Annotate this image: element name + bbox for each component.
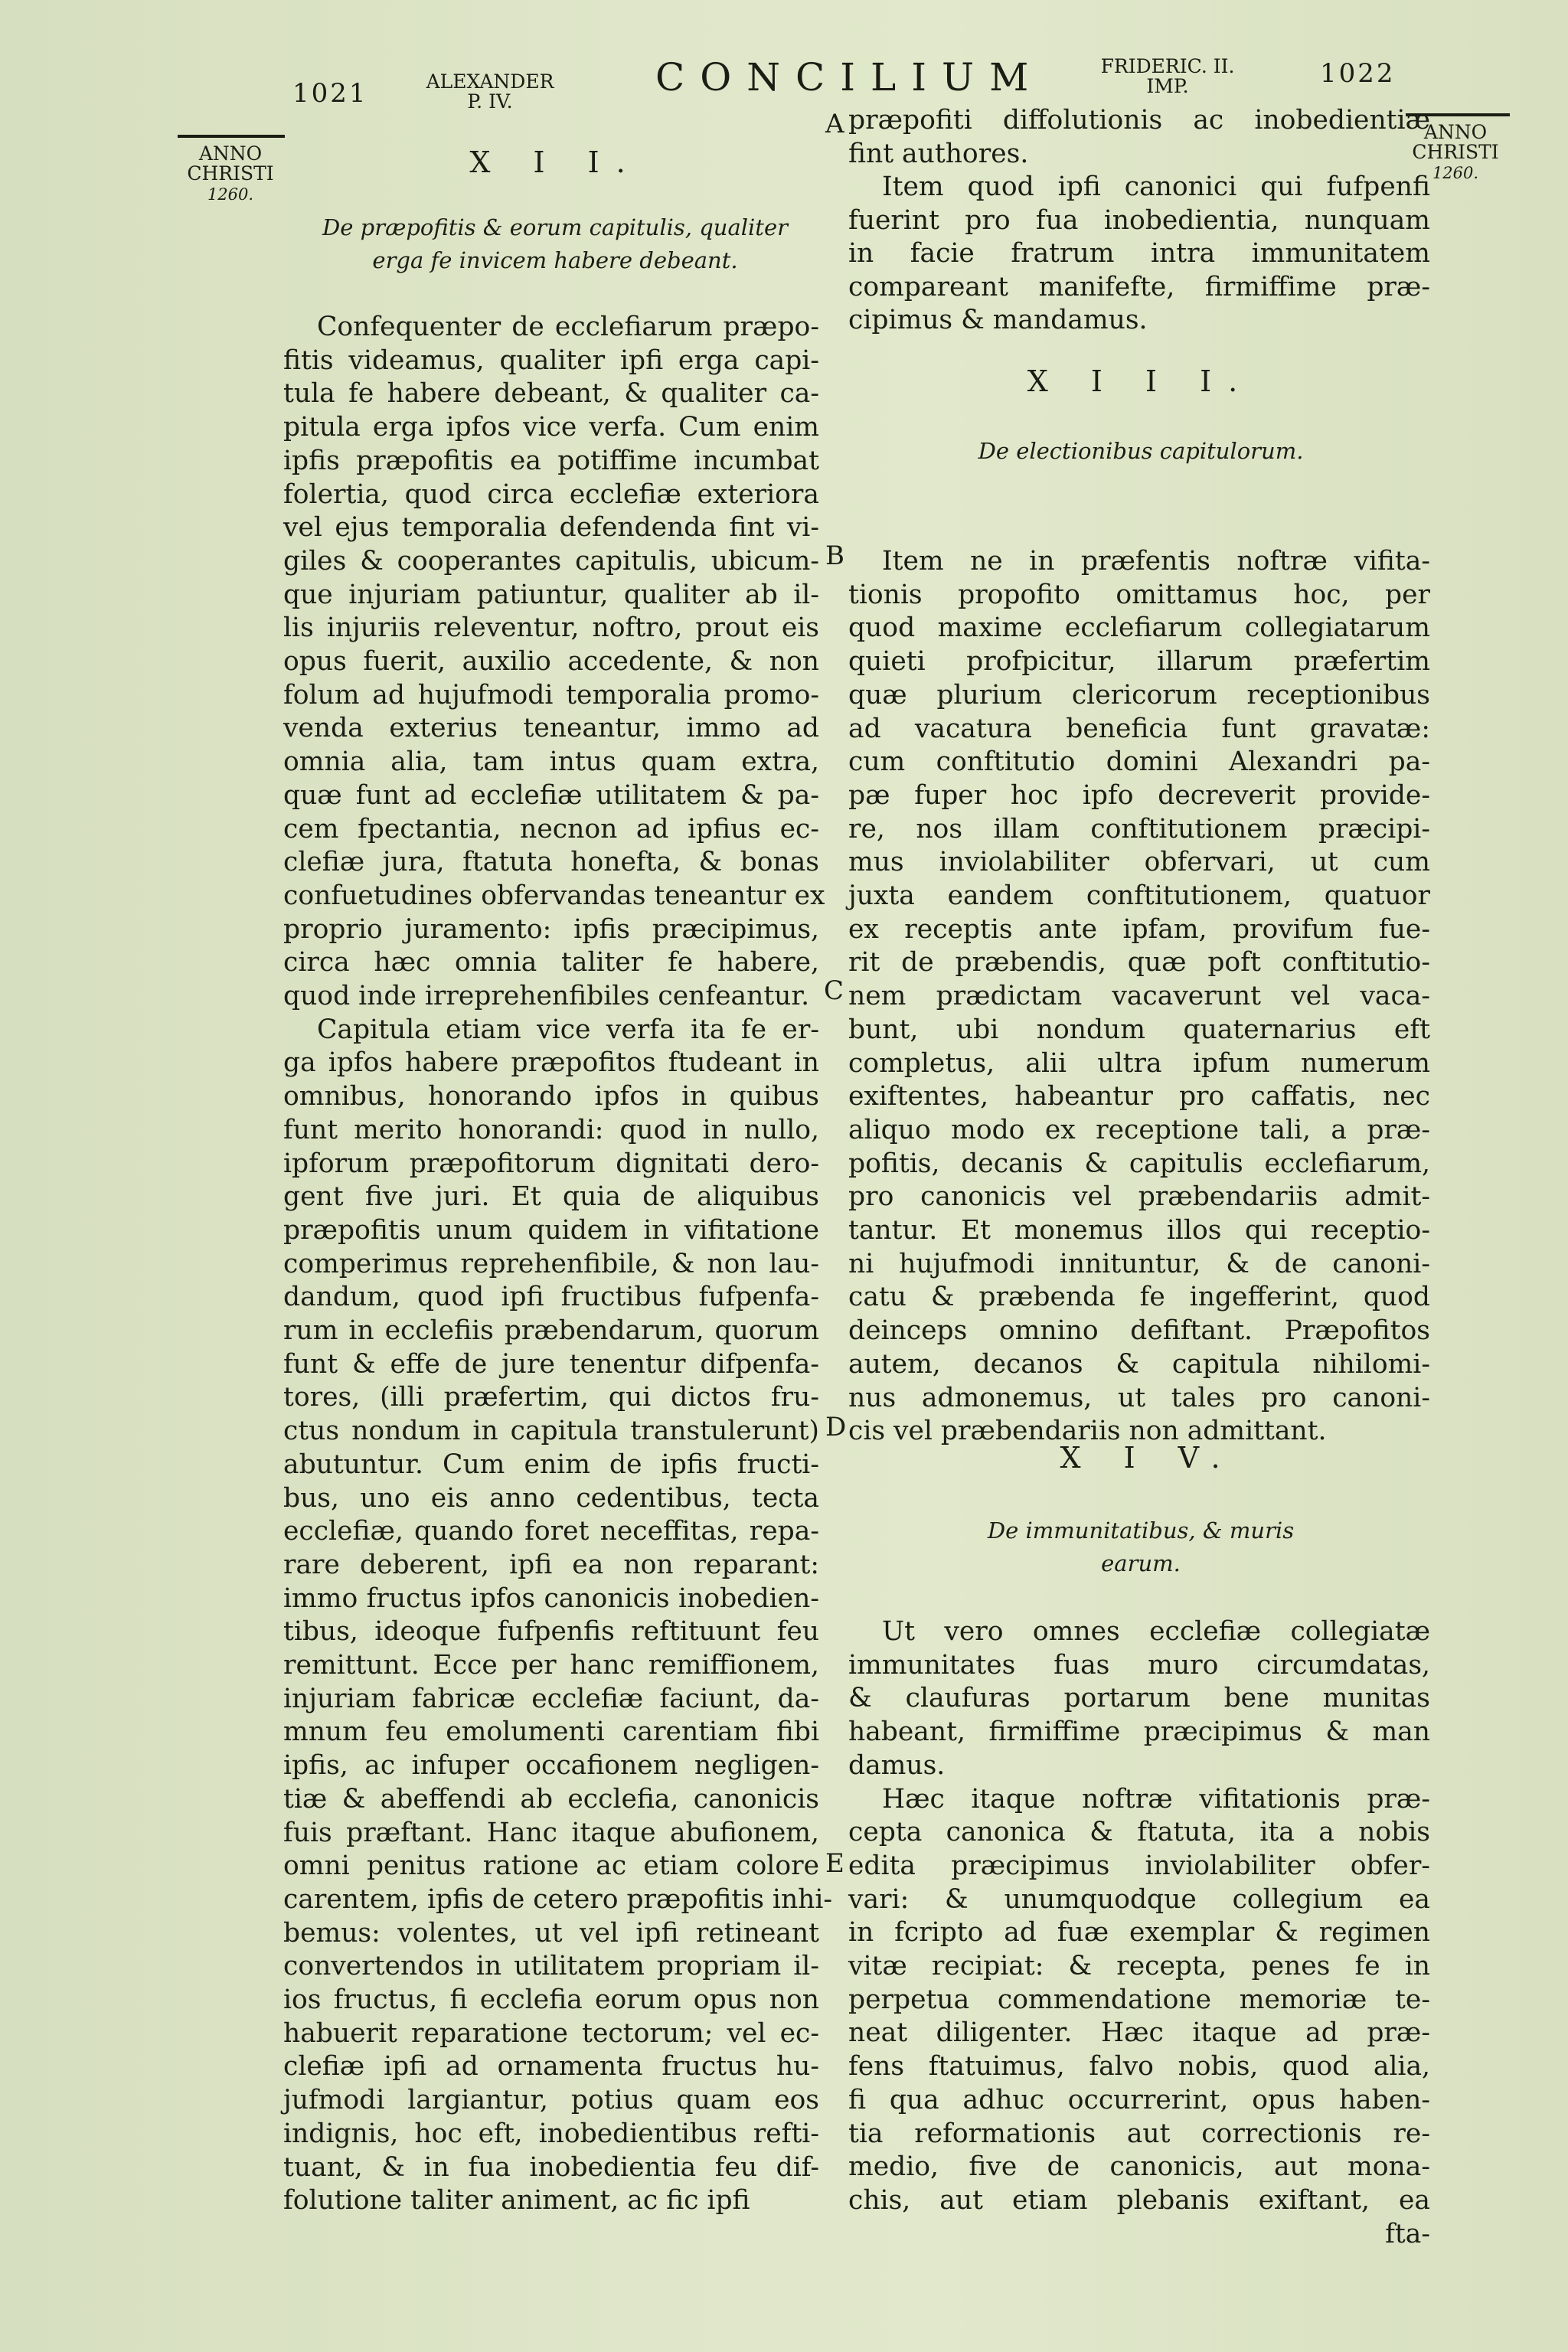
text-line: quæ plurium clericorum receptionibus (848, 679, 1430, 710)
text-line: quieti profpicitur, illarum præfertim (848, 646, 1430, 678)
text-line: circa hæc omnia taliter fe habere, (283, 947, 819, 978)
text-line: giles & cooperantes capitulis, ubicum- (283, 545, 819, 577)
text-line: perpetua commendatione memoriæ te- (848, 1984, 1430, 2015)
text-line: ecclefiæ, quando foret neceffitas, repa- (283, 1516, 819, 1547)
section-12-number: X I I. (469, 145, 642, 179)
text-line: tantur. Et monemus illos qui receptio- (848, 1215, 1430, 1246)
text-line: pæ fuper hoc ipfo decreverit provide- (848, 779, 1430, 811)
text-line: præpofiti diffolutionis ac inobedientiæ (848, 105, 1430, 136)
page-title: CONCILIUM (655, 55, 1044, 100)
text-line: completus, alii ultra ipfum numerum (848, 1047, 1430, 1079)
text-line: funt merito honorandi: quod in nullo, (283, 1114, 819, 1145)
text-line: fitis videamus, qualiter ipfi erga capi- (283, 345, 819, 376)
text-line: medio, five de canonicis, aut mona- (848, 2151, 1430, 2183)
text-line: convertendos in utilitatem propriam il- (283, 1951, 819, 1982)
text-line: ad vacatura beneficia funt gravatæ: (848, 713, 1430, 744)
text-line: & claufuras portarum bene munitas (848, 1683, 1430, 1714)
text-line: tibus, ideoque fufpenfis reftituunt feu (283, 1616, 819, 1648)
text-line: mnum feu emolumenti carentiam fibi (283, 1717, 819, 1748)
text-line: aliquo modo ex receptione tali, a præ- (848, 1114, 1430, 1145)
christi-label: CHRISTI (187, 162, 274, 185)
section-letter-a: A (825, 109, 844, 139)
running-head-line: IMP. (1146, 75, 1189, 97)
text-line: chis, aut etiam plebanis exiftant, ea (848, 2184, 1430, 2216)
text-line: Capitula etiam vice verfa ita fe er- (317, 1014, 819, 1045)
left-page-number: 1021 (292, 78, 368, 109)
text-line: injuriam fabricæ ecclefiæ faciunt, da- (283, 1683, 819, 1714)
text-line: vitæ recipiat: & recepta, penes fe in (848, 1951, 1430, 1981)
year-label: 1260. (207, 185, 254, 204)
text-line: ipfis, ac infuper occafionem negligen- (283, 1750, 819, 1782)
text-line: tores, (illi præfertim, qui dictos fru- (283, 1382, 819, 1413)
text-line: bemus: volentes, ut vel ipfi retineant (283, 1917, 819, 1949)
text-line: immo fructus ipfos canonicis inobedien- (283, 1583, 819, 1614)
text-line: venda exterius teneantur, immo ad (283, 713, 819, 744)
text-line: omni penitus ratione ac etiam colore (283, 1851, 819, 1882)
left-running-head (413, 72, 567, 112)
text-line: rare deberent, ipfi ea non reparant: (283, 1549, 819, 1580)
text-line: neat diligenter. Hæc itaque ad præ- (848, 2017, 1430, 2049)
section-14-number: X I V. (1060, 1441, 1237, 1475)
section-letter-c: C (824, 975, 844, 1006)
section-13-title: De electionibus capitulorum. (978, 438, 1304, 464)
text-line: folertia, quod circa ecclefiæ exteriora (283, 479, 819, 510)
section-letter-e: E (825, 1848, 844, 1879)
text-line: in fcripto ad fuæ exemplar & regimen (848, 1917, 1430, 1949)
text-line: præpofitis unum quidem in vifitatione (283, 1214, 819, 1246)
text-line: ipforum præpofitorum dignitati dero- (283, 1148, 819, 1179)
text-line: ctus nondum in capitula transtulerunt) (283, 1416, 819, 1447)
text-line: vari: & unumquodque collegium ea (848, 1883, 1430, 1915)
text-line: compareant manifefte, firmiffime præ- (848, 271, 1430, 302)
text-line: tuant, & in fua inobedientia feu dif- (283, 2151, 819, 2183)
text-line: abutuntur. Cum enim de ipfis fructi- (283, 1449, 819, 1480)
text-line: autem, decanos & capitula nihilomi- (848, 1348, 1430, 1380)
text-line: funt & effe de jure tenentur difpenfa- (283, 1348, 819, 1380)
text-line: pitula erga ipfos vice verfa. Cum enim (283, 412, 819, 443)
text-line: indignis, hoc eft, inobedientibus refti- (283, 2118, 819, 2149)
text-line: cis vel præbendariis non admittant. (848, 1416, 1327, 1447)
section-13-number: X I I I. (1027, 364, 1255, 398)
text-line: juxta eandem conftitutionem, quatuor (848, 880, 1430, 911)
text-line: clefiæ jura, ftatuta honefta, & bonas (283, 847, 819, 878)
anno-label: ANNO (1423, 121, 1488, 143)
text-line: Hæc itaque noftræ vifitationis præ- (882, 1783, 1430, 1815)
text-line: nus admonemus, ut tales pro canoni- (848, 1382, 1430, 1413)
text-line: re, nos illam conftitutionem præcipi- (848, 813, 1430, 844)
text-line: rit de præbendis, quæ poft conftitutio- (848, 947, 1430, 978)
text-line: Item ne in præfentis noftræ vifita- (882, 546, 1430, 577)
text-line: cem fpectantia, necnon ad ipfius ec- (283, 813, 819, 844)
text-line: folum ad hujufmodi temporalia promo- (283, 679, 819, 710)
section-12-title (291, 211, 819, 277)
text-line: ex receptis ante ipfam, provifum fue- (848, 913, 1430, 945)
text-line: mus inviolabiliter obfervari, ut cum (848, 847, 1430, 878)
text-line: damus. (848, 1749, 946, 1781)
text-line: remittunt. Ecce per hanc remiffionem, (283, 1650, 819, 1681)
text-line: ga ipfos habere præpofitos ftudeant in (283, 1047, 819, 1079)
year-label: 1260. (1432, 164, 1479, 182)
left-margin-note (173, 144, 288, 204)
text-line: opus fuerit, auxilio accedente, & non (283, 646, 819, 677)
section-letter-d: D (825, 1412, 847, 1442)
text-line: proprio juramento: ipfis præcipimus, (283, 913, 819, 945)
text-line: habuerit reparatione tectorum; vel ec- (283, 2017, 819, 2049)
text-line: edita præcipimus inviolabiliter obfer- (848, 1850, 1430, 1881)
text-line: quod maxime ecclefiarum collegiatarum (848, 612, 1430, 644)
text-line: Confequenter de ecclefiarum præpo- (317, 312, 819, 342)
text-line: ni hujufmodi innituntur, & de canoni- (848, 1248, 1430, 1279)
text-line: fens ftatuimus, falvo nobis, quod alia, (848, 2051, 1430, 2082)
christi-label: CHRISTI (1412, 141, 1499, 163)
right-page-number: 1022 (1320, 58, 1396, 89)
text-line: vel ejus temporalia defendenda fint vi- (283, 512, 819, 544)
text-line: tionis propofito omittamus hoc, per (848, 579, 1430, 610)
section-title-line: De præpofitis & eorum capitulis, qualiter (322, 214, 788, 240)
text-line: omnia alia, tam intus quam extra, (283, 746, 819, 778)
section-title-line: De immunitatibus, & muris (987, 1517, 1295, 1544)
text-line: cepta canonica & ftatuta, ita a nobis (848, 1817, 1430, 1848)
text-line: ios fructus, fi ecclefia eorum opus non (283, 1984, 819, 2015)
text-line: cum conftitutio domini Alexandri pa- (848, 746, 1430, 778)
text-line: confuetudines obfervandas teneantur ex (283, 880, 825, 911)
text-line: immunitates fuas muro circumdatas, (848, 1649, 1430, 1681)
text-line: bunt, ubi nondum quaternarius eft (848, 1014, 1430, 1045)
text-line: bus, uno eis anno cedentibus, tecta (283, 1482, 819, 1514)
text-line: comperimus reprehenfibile, & non lau- (283, 1248, 819, 1279)
text-line: fint authores. (848, 138, 1029, 169)
text-line: exiftentes, habeantur pro caffatis, nec (848, 1081, 1430, 1112)
text-line: carentem, ipfis de cetero præpofitis inhi- (283, 1883, 833, 1915)
text-line: jufmodi largiantur, potius quam eos (283, 2085, 819, 2116)
text-line: fta- (1385, 2218, 1430, 2249)
text-line: fuis præftant. Hanc itaque abufionem, (283, 1817, 819, 1848)
text-line: in facie fratrum intra immunitatem (848, 238, 1430, 269)
right-running-head (1080, 57, 1256, 96)
text-line: que injuriam patiuntur, qualiter ab il- (283, 579, 819, 610)
text-line: quod inde irreprehenfibiles cenfeantur. (283, 981, 810, 1011)
text-line: lis injuriis releventur, noftro, prout eis (283, 612, 819, 644)
text-line: omnibus, honorando ipfos in quibus (283, 1081, 819, 1112)
text-line: dandum, quod ipfi fructibus fufpenfa- (283, 1282, 819, 1313)
section-title-line: erga fe invicem habere debeant. (372, 247, 738, 273)
text-line: Ut vero omnes ecclefiæ collegiatæ (882, 1616, 1430, 1647)
section-14-title (850, 1514, 1432, 1580)
text-line: folutione taliter animent, ac fic ipfi (283, 2185, 750, 2216)
text-line: clefiæ ipfi ad ornamenta fructus hu- (283, 2051, 819, 2082)
text-line: cipimus & mandamus. (848, 305, 1148, 335)
text-line: pofitis, decanis & capitulis ecclefiarum, (848, 1148, 1430, 1179)
running-head-line: ALEXANDER (426, 70, 554, 93)
left-margin-rule (178, 135, 285, 138)
text-line: catu & præbenda fe ingefferint, quod (848, 1282, 1430, 1313)
running-head-line: P. IV. (467, 90, 513, 113)
text-line: ipfis præpofitis ea potiffime incumbat (283, 445, 819, 476)
text-line: rum in ecclefiis præbendarum, quorum (283, 1315, 819, 1346)
text-line: habeant, firmiffime præcipimus & man (848, 1717, 1430, 1748)
text-line: Item quod ipfi canonici qui fufpenfi (882, 172, 1430, 202)
text-line: gent five juri. Et quia de aliquibus (283, 1181, 819, 1213)
running-head-line: FRIDERIC. II. (1100, 55, 1235, 77)
section-title-line: earum. (1101, 1550, 1181, 1576)
text-line: tia reformationis aut correctionis re- (848, 2118, 1430, 2149)
text-line: fuerint pro fua inobedientia, nunquam (848, 204, 1430, 236)
anno-label: ANNO (198, 142, 263, 165)
text-line: nem prædictam vacaverunt vel vaca- (848, 981, 1430, 1012)
text-line: tiæ & abeffendi ab ecclefia, canonicis (283, 1783, 819, 1815)
text-line: pro canonicis vel præbendariis admit- (848, 1181, 1430, 1213)
text-line: quæ funt ad ecclefiæ utilitatem & pa- (283, 779, 819, 811)
section-letter-b: B (825, 541, 844, 571)
text-line: fi qua adhuc occurrerint, opus haben- (848, 2084, 1430, 2115)
text-line: deinceps omnino defiftant. Præpofitos (848, 1315, 1430, 1347)
text-line: tula fe habere debeant, & qualiter ca- (283, 378, 819, 410)
